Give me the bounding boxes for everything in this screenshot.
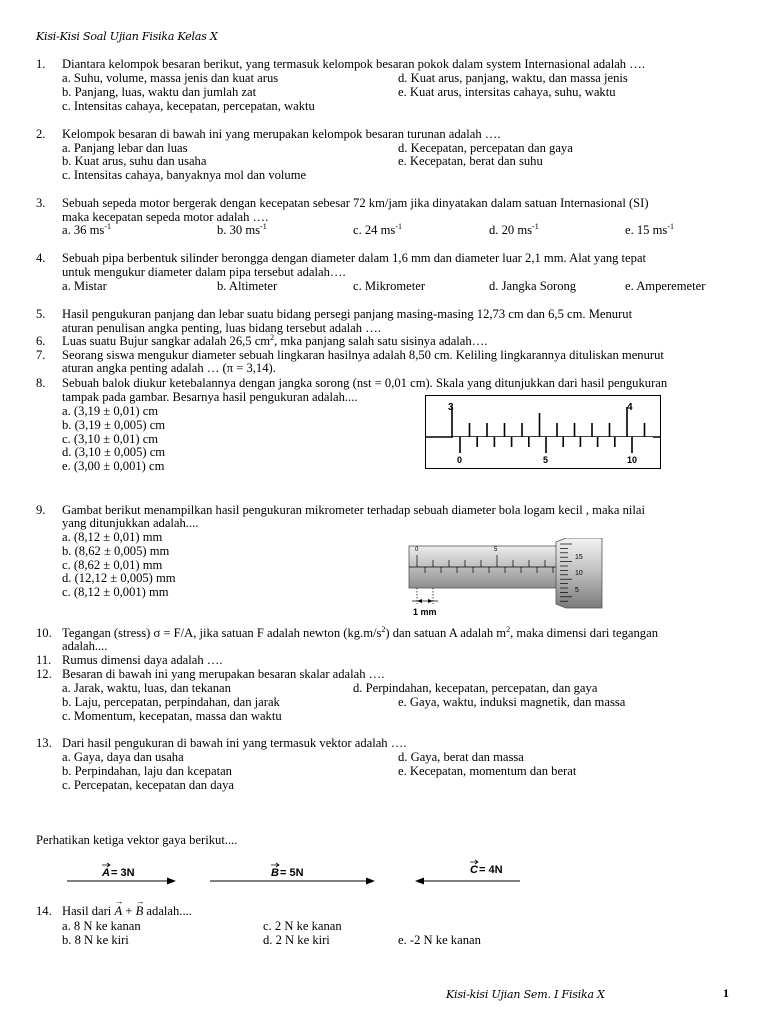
option-e: e. -2 N ke kanan: [398, 933, 481, 947]
main-scale-label-3: 3: [448, 402, 454, 413]
page-number: 1: [723, 986, 729, 1000]
option-d: d. Jangka Sorong: [489, 279, 577, 293]
option-c: c. Mikrometer: [353, 279, 426, 293]
question-text: Gambat berikut menampilkan hasil pengukuran mikrometer terhadap sebuah diameter bola logam kecil , maka nilai: [62, 503, 645, 517]
option-b: b. 8 N ke kiri: [62, 933, 129, 947]
option-b: b. Kuat arus, suhu dan usaha: [62, 154, 207, 168]
question-number: 11.: [36, 653, 52, 667]
option-a: a. 36 $ms^{-1}$: [62, 221, 111, 237]
micrometer-figure: [406, 538, 606, 620]
option-b: b. (3,19 ± 0,005) cm: [62, 418, 166, 432]
vectors-intro: Perhatikan ketiga vektor gaya berikut....: [36, 833, 238, 847]
vector-b: [210, 863, 375, 885]
page-header: Kisi-Kisi Soal Ujian Fisika Kelas X: [36, 30, 218, 43]
question-text: Hasil pengukuran panjang dan lebar suatu bidang persegi panjang masing-masing 12,73 cm dan 6,5 cm. Menurut: [62, 307, 633, 321]
option-a: a. 8 N ke kanan: [62, 919, 141, 933]
option-a: a. Suhu, volume, massa jenis dan kuat arus: [62, 71, 279, 85]
page-footer: Kisi-kisi Ujian Sem. I Fisika X: [446, 988, 605, 1001]
question-text: Tegangan (stress) σ = F/A, jika satuan F adalah newton $(kg.m/s^2)$ dan satuan A adalah $m^2$, maka dimensi dari tegangan: [62, 624, 658, 640]
vernier-label-0: 0: [457, 455, 463, 465]
thimble-label-15: 15: [575, 554, 583, 561]
option-d: d. 2 N ke kiri: [263, 933, 330, 947]
question-text-line2: untuk mengukur diameter dalam pipa tersebut adalah….: [62, 265, 346, 279]
question-text: Rumus dimensi daya adalah ….: [62, 653, 223, 667]
question-text-line2: aturan penulisan angka penting, luas bidang tersebut adalah ….: [62, 321, 381, 335]
option-c: c. Percepatan, kecepatan dan daya: [62, 778, 235, 792]
option-e: e. (3,00 ± 0,001) cm: [62, 459, 165, 473]
svg-text:B: B: [271, 867, 279, 879]
vernier-caliper-figure: [425, 395, 661, 469]
sleeve-label-5: 5: [494, 547, 498, 553]
question-text-line2: aturan angka penting adalah … (π = 3,14).: [62, 361, 276, 375]
option-d: d. (3,10 ± 0,005) cm: [62, 445, 166, 459]
option-c: c. (3,10 ± 0,01) cm: [62, 432, 159, 446]
question-text: Luas suatu Bujur sangkar adalah 26,5 $cm^2$, mka panjang salah satu sisinya adalah….: [62, 332, 488, 348]
svg-text:= 3N: = 3N: [111, 867, 135, 879]
option-a: a. (3,19 ± 0,01) cm: [62, 404, 159, 418]
option-e: e. Gaya, waktu, induksi magnetik, dan massa: [398, 695, 626, 709]
vector-a: [67, 863, 176, 885]
svg-text:= 5N: = 5N: [280, 867, 304, 879]
question-text-line2: adalah....: [62, 639, 108, 653]
question-number: 14.: [36, 904, 52, 918]
option-b: b. 30 $ms^{-1}$: [217, 221, 267, 237]
svg-text:C: C: [470, 864, 478, 876]
question-text-line2: maka kecepatan sepeda motor adalah ….: [62, 210, 269, 224]
option-d: d. Perpindahan, kecepatan, percepatan, dan gaya: [353, 681, 598, 695]
option-b: b. Laju, percepatan, perpindahan, dan jarak: [62, 695, 280, 709]
question-text: Sebuah balok diukur ketebalannya dengan jangka sorong (nst = 0,01 cm). Skala yang ditunjukkan dari hasil pengukuran: [62, 376, 668, 390]
thimble-label-5: 5: [575, 587, 579, 594]
option-d: d. Gaya, berat dan massa: [398, 750, 524, 764]
option-e: e. Kecepatan, berat dan suhu: [398, 154, 543, 168]
vector-symbol-a: → A: [114, 896, 124, 918]
option-e: e. 15 $ms^{-1}$: [625, 221, 674, 237]
question-text: Diantara kelompok besaran berikut, yang termasuk kelompok besaran pokok dalam system Internasional adalah ….: [62, 57, 645, 71]
option-e: c. (8,12 ± 0,001) mm: [62, 585, 169, 599]
option-e: e. Kuat arus, intersitas cahaya, suhu, waktu: [398, 85, 616, 99]
force-vectors-figure: [60, 858, 520, 890]
unit-label-1mm: 1 mm: [413, 607, 437, 617]
question-text: Seorang siswa mengukur diameter sebuah lingkaran hasilnya adalah 8,50 cm. Keliling lingkarannya dituliskan menurut: [62, 348, 664, 362]
vernier-plate: [453, 437, 653, 465]
option-d: d. (12,12 ± 0,005) mm: [62, 571, 176, 585]
question-number: 4.: [36, 251, 46, 265]
option-a: a. Mistar: [62, 279, 107, 293]
option-e: e. Amperemeter: [625, 279, 706, 293]
question-text-line2: tampak pada gambar. Besarnya hasil pengukuran adalah....: [62, 390, 358, 404]
question-number: 5.: [36, 307, 46, 321]
option-c: c. 24 $ms^{-1}$: [353, 221, 402, 237]
question-text: Sebuah sepeda motor bergerak dengan kecepatan sebesar 72 km/jam jika dinyatakan dalam satuan Internasional (SI): [62, 196, 649, 210]
option-a: a. Gaya, daya dan usaha: [62, 750, 184, 764]
question-text: Dari hasil pengukuran di bawah ini yang termasuk vektor adalah ….: [62, 736, 407, 750]
main-scale-label-4: 4: [627, 402, 633, 413]
question-text: Sebuah pipa berbentuk silinder berongga dengan diameter dalam 1,6 mm dan diameter luar 2,1 mm. Alat yang tepat: [62, 251, 647, 265]
option-b: b. Panjang, luas, waktu dan jumlah zat: [62, 85, 257, 99]
vernier-label-5: 5: [543, 455, 549, 465]
option-c: c. Momentum, kecepatan, massa dan waktu: [62, 709, 282, 723]
option-e: e. Kecepatan, momentum dan berat: [398, 764, 577, 778]
question-number: 3.: [36, 196, 46, 210]
vernier-label-10: 10: [627, 455, 638, 465]
option-a: a. (8,12 ± 0,01) mm: [62, 530, 163, 544]
option-c: c. Intensitas cahaya, kecepatan, percepatan, waktu: [62, 99, 315, 113]
option-b: b. (8,62 ± 0,005) mm: [62, 544, 170, 558]
option-c: c. Intensitas cahaya, banyaknya mol dan volume: [62, 168, 307, 182]
question-text-line2: yang ditunjukkan adalah....: [62, 516, 199, 530]
question-number: 9.: [36, 503, 46, 517]
thimble-label-10: 10: [575, 570, 583, 577]
svg-text:A: A: [102, 867, 110, 879]
option-b: b. Perpindahan, laju dan kcepatan: [62, 764, 232, 778]
question-number: 13.: [36, 736, 52, 750]
question-number: 2.: [36, 127, 46, 141]
option-a: a. Panjang lebar dan luas: [62, 141, 188, 155]
question-number: 10.: [36, 626, 52, 640]
option-a: a. Jarak, waktu, luas, dan tekanan: [62, 681, 231, 695]
option-b: b. Altimeter: [217, 279, 278, 293]
option-c: c. 2 N ke kanan: [263, 919, 342, 933]
option-d: d. Kecepatan, percepatan dan gaya: [398, 141, 573, 155]
option-d: d. Kuat arus, panjang, waktu, dan massa jenis: [398, 71, 628, 85]
question-text: Besaran di bawah ini yang merupakan besaran skalar adalah ….: [62, 667, 385, 681]
option-d: d. 20 $ms^{-1}$: [489, 221, 539, 237]
svg-text:= 4N: = 4N: [479, 864, 503, 876]
question-text: Hasil dari → A + → B adalah....: [62, 896, 192, 918]
question-number: 8.: [36, 376, 46, 390]
question-number: 12.: [36, 667, 52, 681]
question-number: 1.: [36, 57, 46, 71]
vector-symbol-b: → B: [135, 896, 145, 918]
question-number: 6.: [36, 334, 46, 348]
vector-c: [415, 860, 520, 885]
question-text: Kelompok besaran di bawah ini yang merupakan kelompok besaran turunan adalah ….: [62, 127, 501, 141]
sleeve-label-0: 0: [415, 547, 419, 553]
question-number: 7.: [36, 348, 46, 362]
option-c: c. (8,62 ± 0,01) mm: [62, 558, 163, 572]
